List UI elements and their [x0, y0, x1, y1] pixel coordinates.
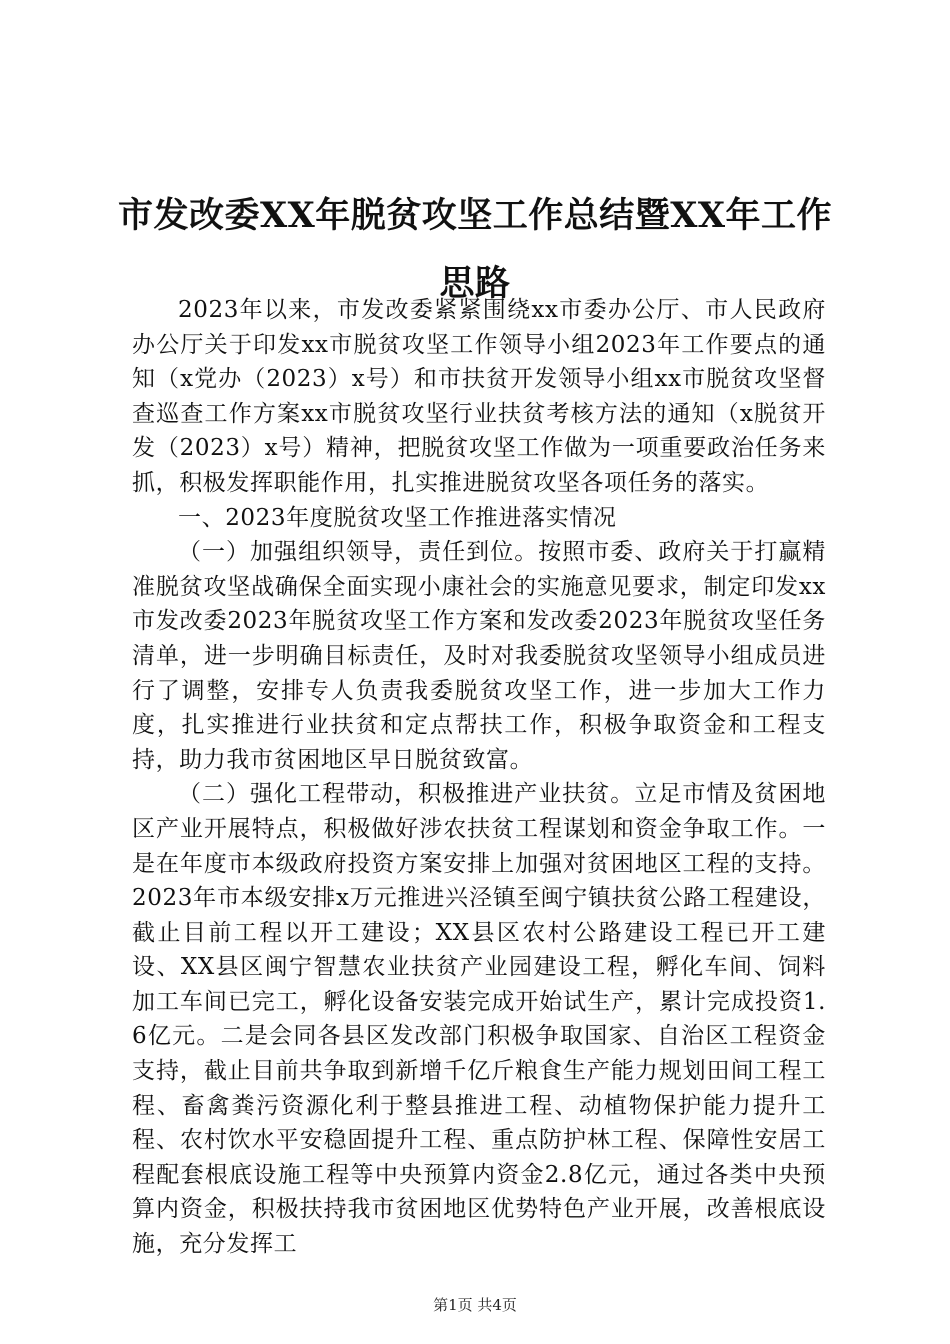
- document-body: [132, 293, 826, 1262]
- paragraph-organization: （一）加强组织领导，责任到位。按照市委、政府关于打赢精准脱贫攻坚战确保全面实现小康社会的实施意见要求，制定印发xx市发改委2023年脱贫攻坚工作方案和发改委2023年脱贫攻坚任务清单，进一步明确目标责任，及时对我委脱贫攻坚领导小组成员进行了调整，安排专人负责我委脱贫攻坚工作，进一步加大工作力度，扎实推进行业扶贫和定点帮扶工作，积极争取资金和工程支持，助力我市贫困地区早日脱贫致富。: [132, 539, 826, 773]
- document-title: 市发改委XX年脱贫攻坚工作总结暨XX年工作思路: [117, 195, 833, 304]
- page-footer: 第1页 共4页: [433, 1296, 517, 1314]
- paragraph-projects: （二）强化工程带动，积极推进产业扶贫。立足市情及贫困地区产业开展特点，积极做好涉农扶贫工程谋划和资金争取工作。一是在年度市本级政府投资方案安排上加强对贫困地区工程的支持。2023年市本级安排x万元推进兴泾镇至闽宁镇扶贫公路工程建设，截止目前工程以开工建设；XX县区农村公路建设工程已开工建设、XX县区闽宁智慧农业扶贫产业园建设工程，孵化车间、饲料加工车间已完工，孵化设备安装完成开始试生产，累计完成投资1.6亿元。二是会同各县区发改部门积极争取国家、自治区工程资金支持，截止目前共争取到新增千亿斤粮食生产能力规划田间工程工程、畜禽粪污资源化利于整县推进工程、动植物保护能力提升工程、农村饮水平安稳固提升工程、重点防护林工程、保障性安居工程配套根底设施工程等中央预算内资金2.8亿元，通过各类中央预算内资金，积极扶持我市贫困地区优势特色产业开展，改善根底设施，充分发挥工: [132, 781, 826, 1258]
- paragraph-intro: 2023年以来，市发改委紧紧围绕xx市委办公厅、市人民政府办公厅关于印发xx市脱贫攻坚工作领导小组2023年工作要点的通知（x党办（2023）x号）和市扶贫开发领导小组xx市脱贫攻坚督查巡查工作方案xx市脱贫攻坚行业扶贫考核方法的通知（x脱贫开发（2023）x号）精神，把脱贫攻坚工作做为一项重要政治任务来抓，积极发挥职能作用，扎实推进脱贫攻坚各项任务的落实。: [132, 297, 826, 496]
- section-heading: 一、2023年度脱贫攻坚工作推进落实情况: [178, 504, 617, 531]
